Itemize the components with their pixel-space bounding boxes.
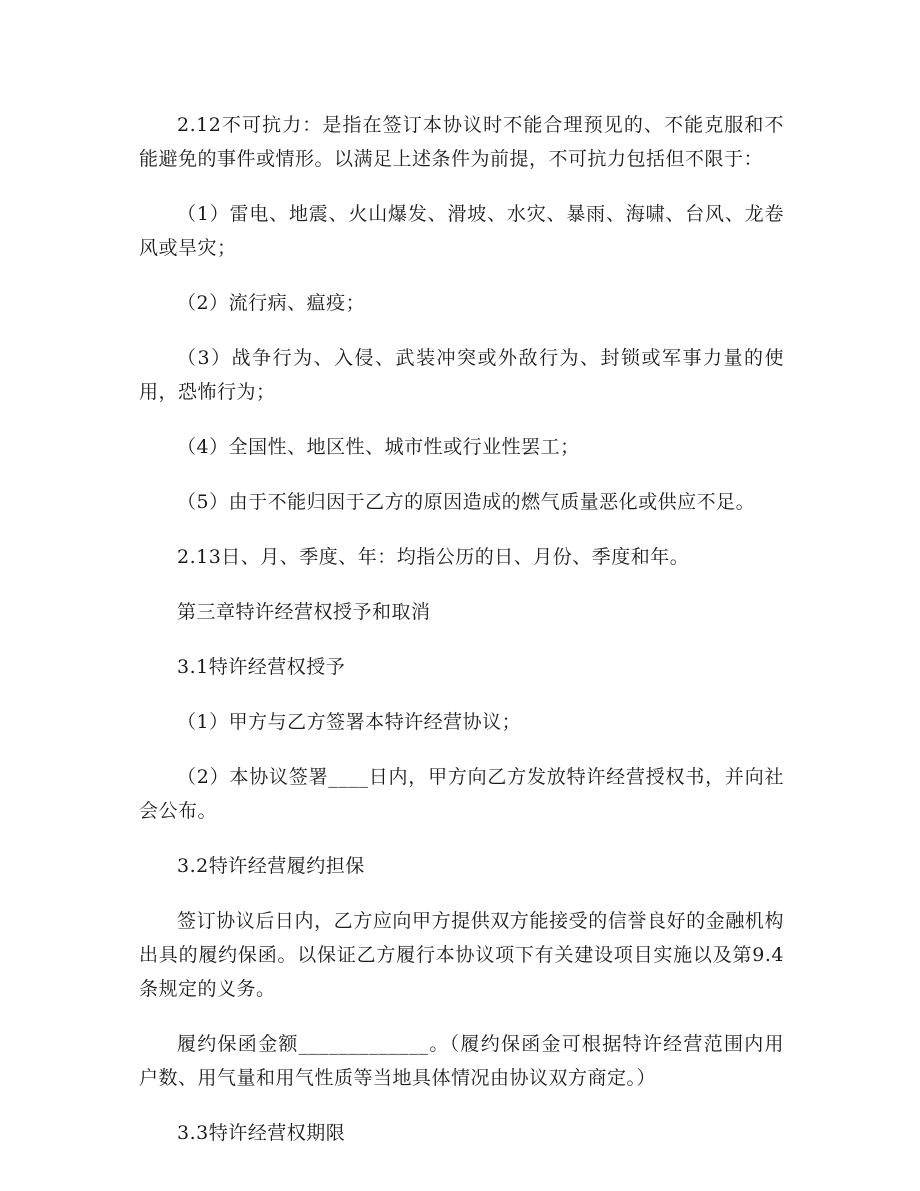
paragraph-3-2-amount: 履约保函金额_____________。（履约保函金可根据特许经营范围内用户数、用气量和用气性质等当地具体情况由协议双方商定。） — [139, 1033, 784, 1089]
paragraph-item-2-epidemics: （2）流行病、瘟疫； — [177, 292, 366, 314]
paragraph-2-13-dates: 2.13日、月、季度、年：均指公历的日、月份、季度和年。 — [177, 546, 690, 568]
section-3-2-heading: 3.2特许经营履约担保 — [177, 855, 365, 877]
section-3-3-heading: 3.3特许经营权期限 — [177, 1122, 346, 1144]
paragraph-item-5-gas-supply: （5）由于不能归因于乙方的原因造成的燃气质量恶化或供应不足。 — [177, 491, 756, 513]
paragraph-3-2-guarantee: 签订协议后日内，乙方应向甲方提供双方能接受的信誉良好的金融机构出具的履约保函。以保证乙方履行本协议项下有关建设项目实施以及第9.4条规定的义务。 — [139, 910, 784, 1000]
paragraph-force-majeure-definition: 2.12不可抗力：是指在签订本协议时不能合理预见的、不能克服和不能避免的事件或情形。以满足上述条件为前提，不可抗力包括但不限于： — [139, 114, 784, 170]
paragraph-item-1-natural-disasters: （1）雷电、地震、火山爆发、滑坡、水灾、暴雨、海啸、台风、龙卷风或旱灾； — [139, 203, 784, 259]
paragraph-3-1-item-1: （1）甲方与乙方签署本特许经营协议； — [177, 711, 522, 733]
document-body — [139, 108, 784, 1171]
paragraph-3-1-item-2: （2）本协议签署____日内，甲方向乙方发放特许经营授权书，并向社会公布。 — [139, 766, 784, 822]
chapter-3-heading: 第三章特许经营权授予和取消 — [177, 601, 431, 623]
paragraph-item-4-strikes: （4）全国性、地区性、城市性或行业性罢工； — [177, 436, 580, 458]
section-3-1-heading: 3.1特许经营权授予 — [177, 656, 346, 678]
paragraph-item-3-war: （3）战争行为、入侵、武装冲突或外敌行为、封锁或军事力量的使用，恐怖行为； — [139, 347, 784, 403]
